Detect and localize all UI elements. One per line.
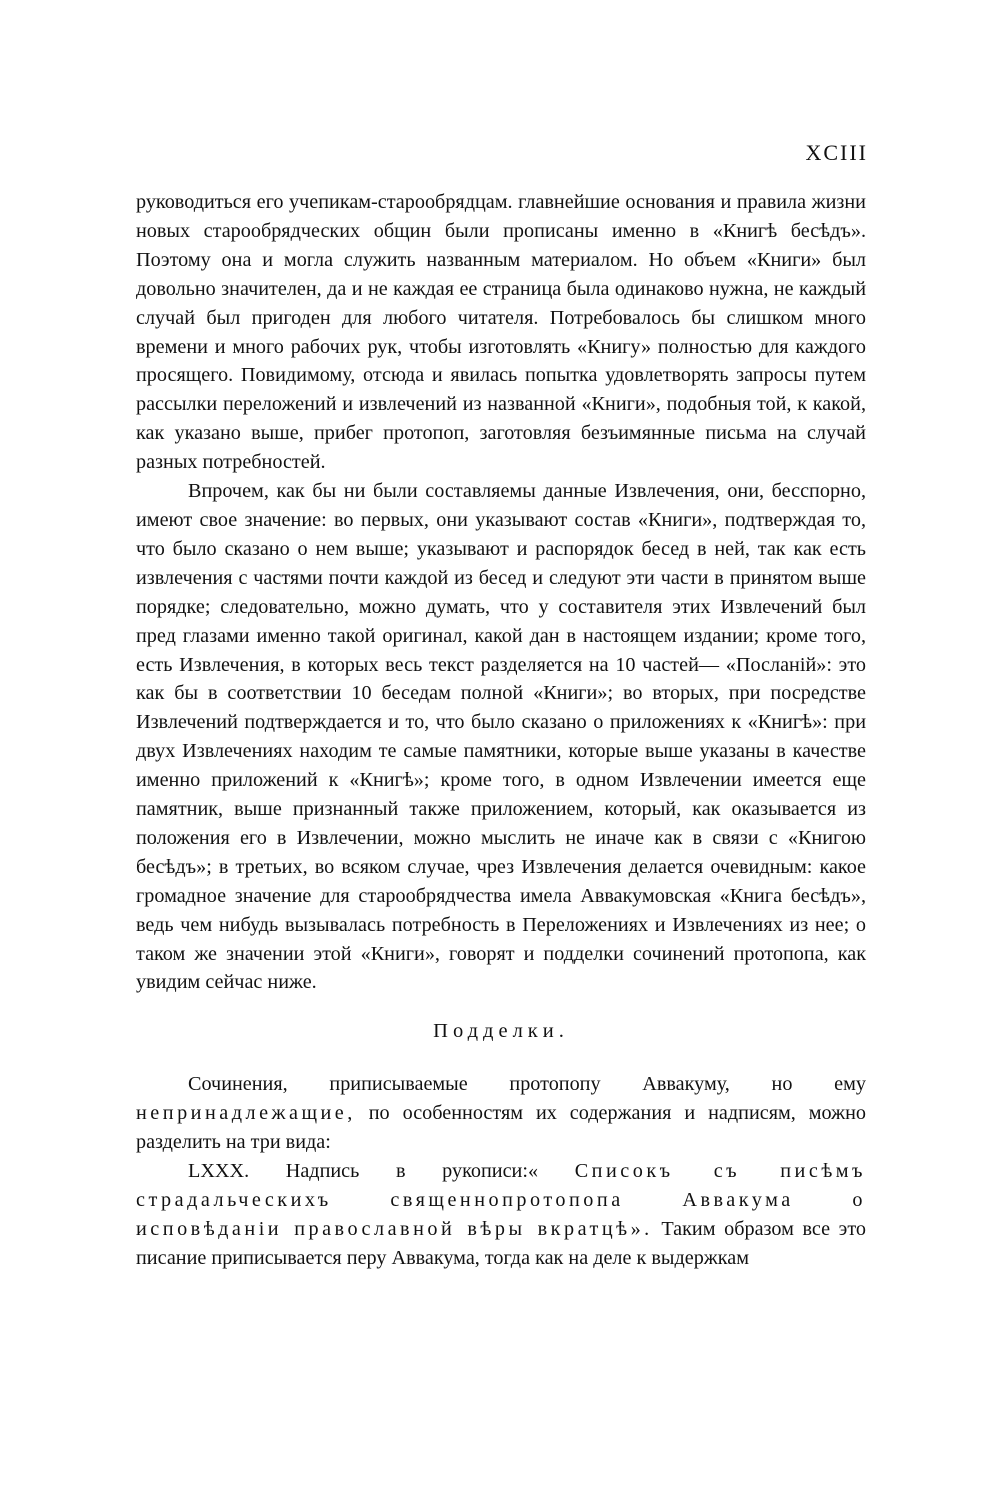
paragraph-3-spaced: непринадлежащие, [136,1102,356,1125]
section-heading: Подделки. [433,1020,569,1043]
page-number: XCIII [805,140,868,165]
paragraph-4-end: Таким образом все это писание приписывается перу Аввакума, тогда как на деле к выдержкам [136,1217,866,1269]
paragraph-4 [136,1157,866,1273]
paragraph-3 [136,1070,866,1157]
paragraph-2: Впрочем, как бы ни были составляемы данные Извлечения, они, бесспорно, имеют свое значение: во первых, они указывают состав «Книги», подтверждая то, что было сказано о нем выше; указывают и распорядок бесед в ней, так как есть извлечения с частями почти каждой из бесед и следуют эти части в принятом выше порядке; следовательно, можно думать, что у составителя этих Извлечений был пред глазами именно такой оригинал, какой дан в настоящем издании; кроме того, есть Извлечения, в которых весь текст разделяется на 10 частей— «Посланій»: это как бы в соответствии 10 беседам полной «Книги»; во вторых, при посредстве Извлечений подтверждается и то, что было сказано о приложениях к «Книгѣ»: при двух Извлечениях находим те самые памятники, которые выше указаны в качестве именно приложений к «Книгѣ»; кроме того, в одном Извлечении имеется еще памятник, выше признанный также приложением, который, как оказывается из положения его в Извлечении, можно мыслить не иначе как в связи с «Книгою бесѣдъ»; в третьих, во всяком случае, чрез Извлечения делается очевидным: какое громадное значение для старообрядчества имела Аввакумовская «Книга бесѣдъ», ведь чем нибудь вызывалась потребность в Переложениях и Извлечениях из нее; о таком же значении этой «Книги», говорят и подделки сочинений протопопа, как увидим сейчас ниже. [136,480,866,994]
paragraph-4-spaced: Списокъ съ писѣмъ страдальческихъ священнопротопопа Аввакума о исповѣданіи православной вѣры вкратцѣ». [136,1160,866,1240]
text-body [136,188,866,1273]
paragraph-3-end: по особенностям их содержания и надписям, можно разделить на три вида: [136,1102,866,1154]
paragraph-4-start: LXXX. Надпись в рукописи:« [188,1160,575,1182]
paragraph-3-start: Сочинения, приписываемые протопопу Аввакуму, но ему [188,1073,866,1096]
paragraph-1: руководиться его учепикам-старообрядцам. главнейшие основания и правила жизни новых старообрядческих общин были прописаны именно в «Книгѣ бесѣдъ». Поэтому она и могла служить названным материалом. Но объем «Книги» был довольно значителен, да и не каждая ее страница была одинаково нужна, не каждый случай был пригоден для любого читателя. Потребовалось бы слишком много времени и много рабочих рук, чтобы изготовлять «Книгу» полностью для каждого просящего. Повидимому, отсюда и явилась попытка удовлетворять запросы путем рассылки переложений и извлечений из названной «Книги», подобныя той, к какой, как указано выше, прибег протопоп, заготовляя безъимянные письма на случай разных потребностей. [136,191,866,474]
